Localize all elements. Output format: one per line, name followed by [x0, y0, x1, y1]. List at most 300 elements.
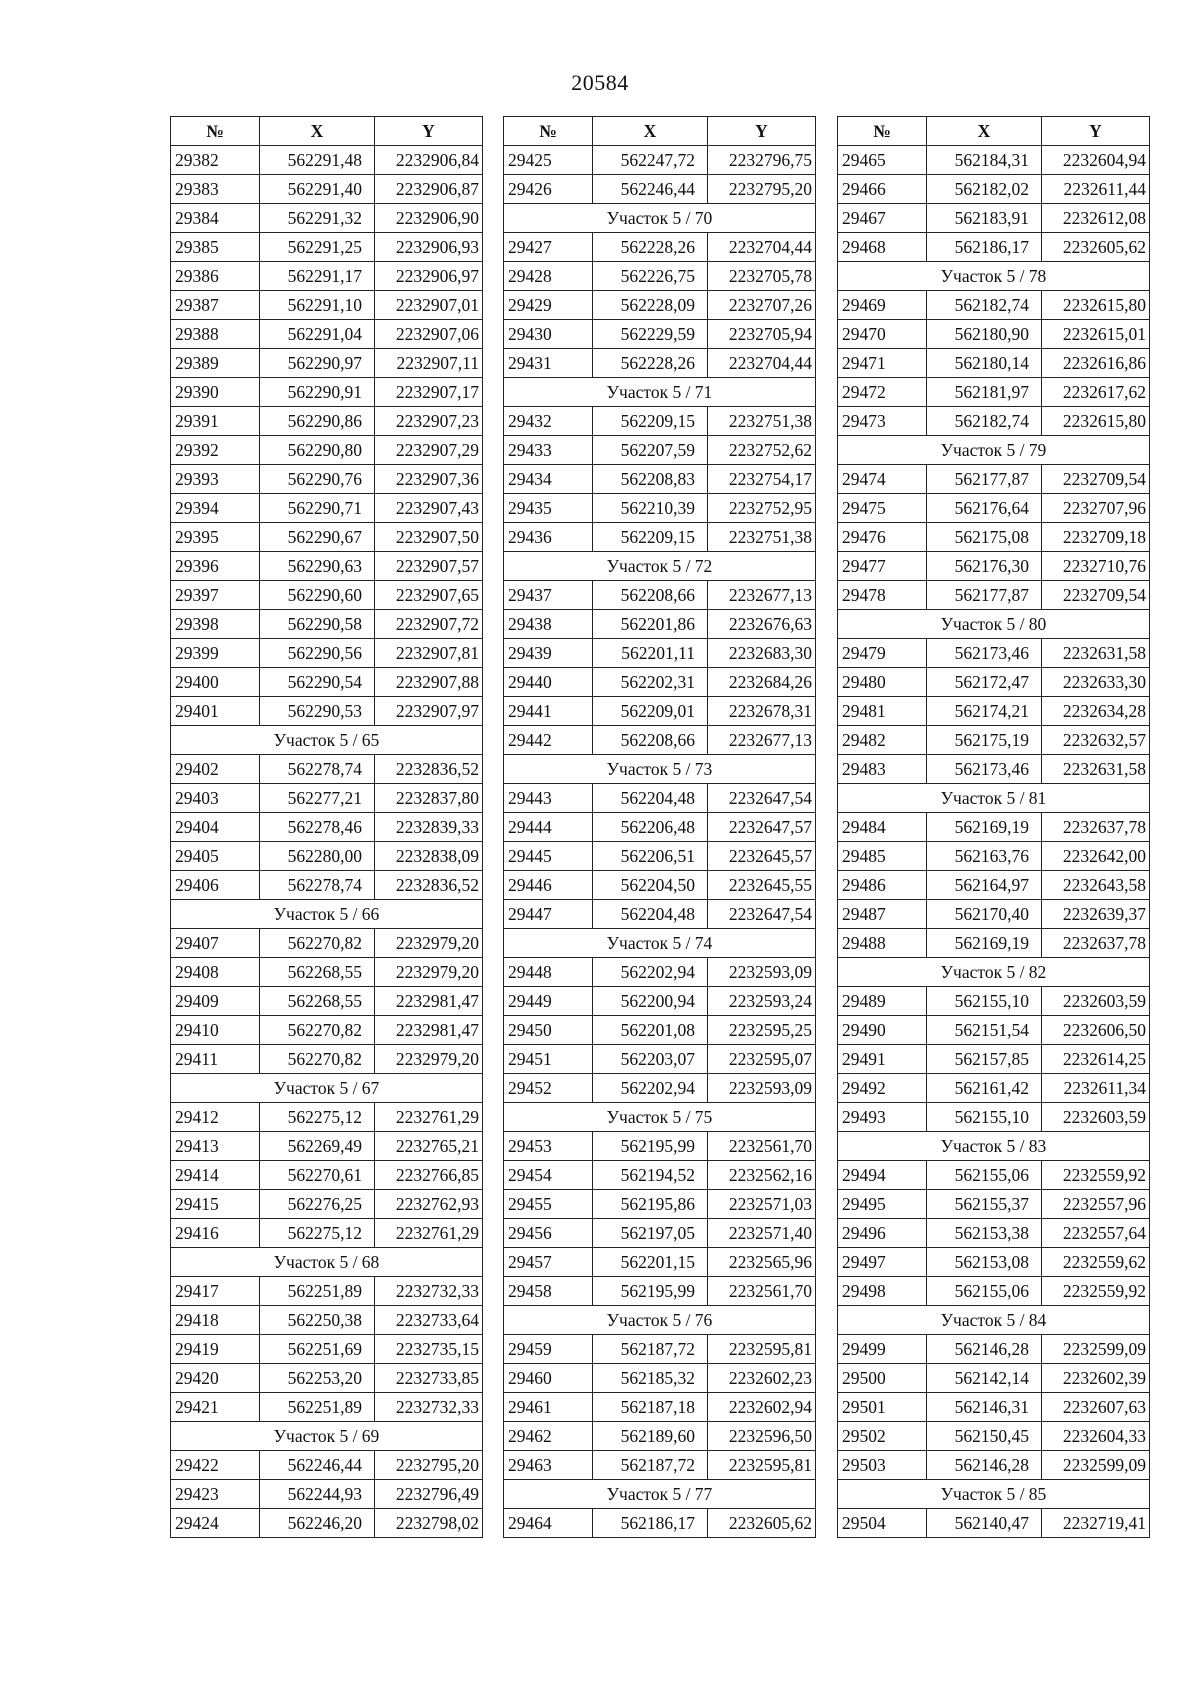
table-row — [504, 987, 816, 1016]
table-row — [838, 175, 1150, 204]
table-row — [171, 291, 483, 320]
point-number-cell: 29389 — [171, 349, 260, 378]
section-label: Участок 5 / 85 — [838, 1480, 1150, 1509]
x-coordinate-cell: 562189,60 — [593, 1422, 708, 1451]
y-coordinate-cell: 2232907,29 — [375, 436, 483, 465]
x-coordinate-cell: 562155,06 — [927, 1161, 1042, 1190]
y-coordinate-cell: 2232614,25 — [1042, 1045, 1150, 1074]
table-row — [171, 262, 483, 291]
y-coordinate-cell: 2232766,85 — [375, 1161, 483, 1190]
y-coordinate-cell: 2232836,52 — [375, 755, 483, 784]
table-row — [504, 726, 816, 755]
x-coordinate-cell: 562268,55 — [260, 958, 375, 987]
x-coordinate-cell: 562184,31 — [927, 146, 1042, 175]
x-coordinate-cell: 562150,45 — [927, 1422, 1042, 1451]
point-number-cell: 29479 — [838, 639, 927, 668]
x-coordinate-cell: 562183,91 — [927, 204, 1042, 233]
section-label: Участок 5 / 71 — [504, 378, 816, 407]
y-coordinate-cell: 2232615,01 — [1042, 320, 1150, 349]
table-row — [838, 1451, 1150, 1480]
y-coordinate-cell: 2232605,62 — [708, 1509, 816, 1538]
y-coordinate-cell: 2232733,85 — [375, 1364, 483, 1393]
x-coordinate-cell: 562208,83 — [593, 465, 708, 494]
section-label: Участок 5 / 73 — [504, 755, 816, 784]
point-number-cell: 29435 — [504, 494, 593, 523]
y-coordinate-cell: 2232761,29 — [375, 1103, 483, 1132]
point-number-cell: 29499 — [838, 1335, 927, 1364]
table-row — [838, 1103, 1150, 1132]
y-coordinate-cell: 2232752,95 — [708, 494, 816, 523]
table-row — [504, 1422, 816, 1451]
table-row — [504, 320, 816, 349]
point-number-cell: 29456 — [504, 1219, 593, 1248]
y-coordinate-cell: 2232677,13 — [708, 581, 816, 610]
table-row — [171, 842, 483, 871]
point-number-cell: 29382 — [171, 146, 260, 175]
y-coordinate-cell: 2232707,26 — [708, 291, 816, 320]
y-coordinate-cell: 2232633,30 — [1042, 668, 1150, 697]
section-row — [171, 1074, 483, 1103]
y-coordinate-cell: 2232678,31 — [708, 697, 816, 726]
y-coordinate-cell: 2232559,92 — [1042, 1277, 1150, 1306]
y-coordinate-cell: 2232836,52 — [375, 871, 483, 900]
table-row — [838, 1248, 1150, 1277]
y-coordinate-cell: 2232565,96 — [708, 1248, 816, 1277]
point-number-cell: 29485 — [838, 842, 927, 871]
x-coordinate-cell: 562170,40 — [927, 900, 1042, 929]
point-number-cell: 29429 — [504, 291, 593, 320]
table-row — [504, 900, 816, 929]
section-row — [838, 1306, 1150, 1335]
x-coordinate-cell: 562228,26 — [593, 349, 708, 378]
section-label: Участок 5 / 77 — [504, 1480, 816, 1509]
y-coordinate-cell: 2232705,78 — [708, 262, 816, 291]
x-coordinate-cell: 562209,15 — [593, 407, 708, 436]
y-coordinate-cell: 2232907,57 — [375, 552, 483, 581]
y-coordinate-cell: 2232732,33 — [375, 1393, 483, 1422]
x-coordinate-cell: 562181,97 — [927, 378, 1042, 407]
table-row — [838, 320, 1150, 349]
y-coordinate-cell: 2232704,44 — [708, 349, 816, 378]
table-row — [171, 639, 483, 668]
table-row — [504, 610, 816, 639]
section-label: Участок 5 / 68 — [171, 1248, 483, 1277]
x-coordinate-cell: 562146,28 — [927, 1451, 1042, 1480]
y-coordinate-cell: 2232645,55 — [708, 871, 816, 900]
header-number: № — [838, 117, 927, 146]
point-number-cell: 29422 — [171, 1451, 260, 1480]
point-number-cell: 29426 — [504, 175, 593, 204]
point-number-cell: 29386 — [171, 262, 260, 291]
point-number-cell: 29398 — [171, 610, 260, 639]
x-coordinate-cell: 562253,20 — [260, 1364, 375, 1393]
coordinates-table-3 — [837, 116, 1150, 1538]
section-row — [171, 726, 483, 755]
x-coordinate-cell: 562270,82 — [260, 1045, 375, 1074]
point-number-cell: 29439 — [504, 639, 593, 668]
y-coordinate-cell: 2232710,76 — [1042, 552, 1150, 581]
table-row — [171, 1045, 483, 1074]
x-coordinate-cell: 562246,44 — [260, 1451, 375, 1480]
section-label: Участок 5 / 78 — [838, 262, 1150, 291]
section-label: Участок 5 / 75 — [504, 1103, 816, 1132]
table-row — [838, 146, 1150, 175]
y-coordinate-cell: 2232612,08 — [1042, 204, 1150, 233]
y-coordinate-cell: 2232595,81 — [708, 1335, 816, 1364]
x-coordinate-cell: 562172,47 — [927, 668, 1042, 697]
header-x: X — [927, 117, 1042, 146]
y-coordinate-cell: 2232615,80 — [1042, 291, 1150, 320]
point-number-cell: 29501 — [838, 1393, 927, 1422]
point-number-cell: 29402 — [171, 755, 260, 784]
table-row — [838, 813, 1150, 842]
point-number-cell: 29482 — [838, 726, 927, 755]
x-coordinate-cell: 562251,69 — [260, 1335, 375, 1364]
table-row — [838, 1016, 1150, 1045]
x-coordinate-cell: 562140,47 — [927, 1509, 1042, 1538]
point-number-cell: 29480 — [838, 668, 927, 697]
y-coordinate-cell: 2232705,94 — [708, 320, 816, 349]
table-row — [171, 1132, 483, 1161]
x-coordinate-cell: 562194,52 — [593, 1161, 708, 1190]
point-number-cell: 29474 — [838, 465, 927, 494]
table-row — [504, 436, 816, 465]
y-coordinate-cell: 2232615,80 — [1042, 407, 1150, 436]
section-row — [504, 929, 816, 958]
x-coordinate-cell: 562155,06 — [927, 1277, 1042, 1306]
table-row — [171, 320, 483, 349]
y-coordinate-cell: 2232709,54 — [1042, 581, 1150, 610]
y-coordinate-cell: 2232981,47 — [375, 987, 483, 1016]
x-coordinate-cell: 562291,04 — [260, 320, 375, 349]
table-row — [171, 1219, 483, 1248]
x-coordinate-cell: 562182,74 — [927, 291, 1042, 320]
section-row — [504, 1103, 816, 1132]
table-row — [838, 494, 1150, 523]
table-row — [171, 204, 483, 233]
table-row — [838, 755, 1150, 784]
section-row — [838, 1132, 1150, 1161]
point-number-cell: 29468 — [838, 233, 927, 262]
y-coordinate-cell: 2232906,97 — [375, 262, 483, 291]
x-coordinate-cell: 562146,28 — [927, 1335, 1042, 1364]
table-row — [504, 146, 816, 175]
point-number-cell: 29477 — [838, 552, 927, 581]
x-coordinate-cell: 562269,49 — [260, 1132, 375, 1161]
section-label: Участок 5 / 70 — [504, 204, 816, 233]
x-coordinate-cell: 562175,19 — [927, 726, 1042, 755]
point-number-cell: 29441 — [504, 697, 593, 726]
point-number-cell: 29443 — [504, 784, 593, 813]
table-row — [838, 900, 1150, 929]
y-coordinate-cell: 2232611,34 — [1042, 1074, 1150, 1103]
table-row — [504, 842, 816, 871]
x-coordinate-cell: 562209,15 — [593, 523, 708, 552]
point-number-cell: 29405 — [171, 842, 260, 871]
x-coordinate-cell: 562174,21 — [927, 697, 1042, 726]
point-number-cell: 29424 — [171, 1509, 260, 1538]
x-coordinate-cell: 562204,50 — [593, 871, 708, 900]
y-coordinate-cell: 2232907,81 — [375, 639, 483, 668]
point-number-cell: 29454 — [504, 1161, 593, 1190]
x-coordinate-cell: 562268,55 — [260, 987, 375, 1016]
point-number-cell: 29410 — [171, 1016, 260, 1045]
table-row — [171, 465, 483, 494]
y-coordinate-cell: 2232561,70 — [708, 1277, 816, 1306]
table-row — [171, 697, 483, 726]
table-row — [171, 378, 483, 407]
table-row — [838, 552, 1150, 581]
point-number-cell: 29487 — [838, 900, 927, 929]
section-label: Участок 5 / 66 — [171, 900, 483, 929]
table-row — [171, 1393, 483, 1422]
point-number-cell: 29451 — [504, 1045, 593, 1074]
x-coordinate-cell: 562176,30 — [927, 552, 1042, 581]
table-row — [838, 349, 1150, 378]
x-coordinate-cell: 562291,10 — [260, 291, 375, 320]
y-coordinate-cell: 2232595,07 — [708, 1045, 816, 1074]
x-coordinate-cell: 562244,93 — [260, 1480, 375, 1509]
x-coordinate-cell: 562270,82 — [260, 1016, 375, 1045]
point-number-cell: 29437 — [504, 581, 593, 610]
point-number-cell: 29401 — [171, 697, 260, 726]
x-coordinate-cell: 562290,58 — [260, 610, 375, 639]
y-coordinate-cell: 2232795,20 — [375, 1451, 483, 1480]
x-coordinate-cell: 562226,75 — [593, 262, 708, 291]
x-coordinate-cell: 562204,48 — [593, 900, 708, 929]
point-number-cell: 29489 — [838, 987, 927, 1016]
point-number-cell: 29504 — [838, 1509, 927, 1538]
point-number-cell: 29464 — [504, 1509, 593, 1538]
section-row — [171, 1248, 483, 1277]
table-row — [838, 523, 1150, 552]
table-row — [171, 175, 483, 204]
section-row — [504, 378, 816, 407]
table-row — [171, 1190, 483, 1219]
table-row — [838, 1335, 1150, 1364]
header-x: X — [260, 117, 375, 146]
x-coordinate-cell: 562290,63 — [260, 552, 375, 581]
x-coordinate-cell: 562173,46 — [927, 755, 1042, 784]
y-coordinate-cell: 2232838,09 — [375, 842, 483, 871]
y-coordinate-cell: 2232634,28 — [1042, 697, 1150, 726]
y-coordinate-cell: 2232907,36 — [375, 465, 483, 494]
y-coordinate-cell: 2232981,47 — [375, 1016, 483, 1045]
table-row — [504, 175, 816, 204]
section-row — [838, 958, 1150, 987]
x-coordinate-cell: 562202,31 — [593, 668, 708, 697]
x-coordinate-cell: 562278,74 — [260, 755, 375, 784]
x-coordinate-cell: 562291,48 — [260, 146, 375, 175]
point-number-cell: 29390 — [171, 378, 260, 407]
x-coordinate-cell: 562228,09 — [593, 291, 708, 320]
x-coordinate-cell: 562187,18 — [593, 1393, 708, 1422]
table-row — [838, 1364, 1150, 1393]
x-coordinate-cell: 562155,10 — [927, 987, 1042, 1016]
section-label: Участок 5 / 79 — [838, 436, 1150, 465]
y-coordinate-cell: 2232907,65 — [375, 581, 483, 610]
x-coordinate-cell: 562291,32 — [260, 204, 375, 233]
x-coordinate-cell: 562177,87 — [927, 465, 1042, 494]
y-coordinate-cell: 2232754,17 — [708, 465, 816, 494]
y-coordinate-cell: 2232684,26 — [708, 668, 816, 697]
y-coordinate-cell: 2232631,58 — [1042, 755, 1150, 784]
table-row — [504, 262, 816, 291]
x-coordinate-cell: 562251,89 — [260, 1277, 375, 1306]
y-coordinate-cell: 2232704,44 — [708, 233, 816, 262]
y-coordinate-cell: 2232593,09 — [708, 1074, 816, 1103]
table-row — [171, 1480, 483, 1509]
point-number-cell: 29430 — [504, 320, 593, 349]
x-coordinate-cell: 562186,17 — [927, 233, 1042, 262]
point-number-cell: 29440 — [504, 668, 593, 697]
point-number-cell: 29495 — [838, 1190, 927, 1219]
x-coordinate-cell: 562229,59 — [593, 320, 708, 349]
point-number-cell: 29417 — [171, 1277, 260, 1306]
header-y: Y — [1042, 117, 1150, 146]
x-coordinate-cell: 562270,82 — [260, 929, 375, 958]
table-row — [838, 987, 1150, 1016]
y-coordinate-cell: 2232719,41 — [1042, 1509, 1150, 1538]
x-coordinate-cell: 562146,31 — [927, 1393, 1042, 1422]
section-row — [838, 1480, 1150, 1509]
y-coordinate-cell: 2232907,50 — [375, 523, 483, 552]
x-coordinate-cell: 562208,66 — [593, 581, 708, 610]
table-row — [504, 1074, 816, 1103]
table-row — [504, 1451, 816, 1480]
table-row — [838, 204, 1150, 233]
y-coordinate-cell: 2232798,02 — [375, 1509, 483, 1538]
y-coordinate-cell: 2232647,54 — [708, 784, 816, 813]
point-number-cell: 29447 — [504, 900, 593, 929]
table-row — [504, 784, 816, 813]
y-coordinate-cell: 2232762,93 — [375, 1190, 483, 1219]
point-number-cell: 29419 — [171, 1335, 260, 1364]
x-coordinate-cell: 562203,07 — [593, 1045, 708, 1074]
y-coordinate-cell: 2232593,24 — [708, 987, 816, 1016]
point-number-cell: 29462 — [504, 1422, 593, 1451]
point-number-cell: 29433 — [504, 436, 593, 465]
y-coordinate-cell: 2232606,50 — [1042, 1016, 1150, 1045]
y-coordinate-cell: 2232611,44 — [1042, 175, 1150, 204]
y-coordinate-cell: 2232979,20 — [375, 1045, 483, 1074]
table-row — [504, 1364, 816, 1393]
table-row — [171, 1016, 483, 1045]
x-coordinate-cell: 562157,85 — [927, 1045, 1042, 1074]
table-row — [171, 1335, 483, 1364]
point-number-cell: 29463 — [504, 1451, 593, 1480]
point-number-cell: 29496 — [838, 1219, 927, 1248]
point-number-cell: 29476 — [838, 523, 927, 552]
table-row — [838, 1074, 1150, 1103]
section-label: Участок 5 / 65 — [171, 726, 483, 755]
y-coordinate-cell: 2232557,96 — [1042, 1190, 1150, 1219]
y-coordinate-cell: 2232735,15 — [375, 1335, 483, 1364]
table-row — [838, 291, 1150, 320]
x-coordinate-cell: 562202,94 — [593, 1074, 708, 1103]
point-number-cell: 29387 — [171, 291, 260, 320]
point-number-cell: 29446 — [504, 871, 593, 900]
y-coordinate-cell: 2232562,16 — [708, 1161, 816, 1190]
point-number-cell: 29414 — [171, 1161, 260, 1190]
section-label: Участок 5 / 84 — [838, 1306, 1150, 1335]
y-coordinate-cell: 2232642,00 — [1042, 842, 1150, 871]
x-coordinate-cell: 562175,08 — [927, 523, 1042, 552]
point-number-cell: 29436 — [504, 523, 593, 552]
table-row — [171, 1306, 483, 1335]
section-label: Участок 5 / 76 — [504, 1306, 816, 1335]
x-coordinate-cell: 562275,12 — [260, 1219, 375, 1248]
section-row — [838, 610, 1150, 639]
section-row — [504, 755, 816, 784]
point-number-cell: 29409 — [171, 987, 260, 1016]
table-row — [171, 929, 483, 958]
point-number-cell: 29394 — [171, 494, 260, 523]
table-row — [171, 146, 483, 175]
x-coordinate-cell: 562277,21 — [260, 784, 375, 813]
table-row — [171, 1277, 483, 1306]
x-coordinate-cell: 562290,80 — [260, 436, 375, 465]
y-coordinate-cell: 2232617,62 — [1042, 378, 1150, 407]
y-coordinate-cell: 2232571,40 — [708, 1219, 816, 1248]
x-coordinate-cell: 562228,26 — [593, 233, 708, 262]
y-coordinate-cell: 2232839,33 — [375, 813, 483, 842]
table-row — [504, 1016, 816, 1045]
point-number-cell: 29391 — [171, 407, 260, 436]
table-row — [171, 610, 483, 639]
point-number-cell: 29473 — [838, 407, 927, 436]
x-coordinate-cell: 562290,60 — [260, 581, 375, 610]
x-coordinate-cell: 562173,46 — [927, 639, 1042, 668]
point-number-cell: 29455 — [504, 1190, 593, 1219]
x-coordinate-cell: 562290,56 — [260, 639, 375, 668]
x-coordinate-cell: 562186,17 — [593, 1509, 708, 1538]
point-number-cell: 29491 — [838, 1045, 927, 1074]
point-number-cell: 29452 — [504, 1074, 593, 1103]
point-number-cell: 29488 — [838, 929, 927, 958]
y-coordinate-cell: 2232751,38 — [708, 523, 816, 552]
x-coordinate-cell: 562155,10 — [927, 1103, 1042, 1132]
point-number-cell: 29472 — [838, 378, 927, 407]
table-row — [171, 871, 483, 900]
x-coordinate-cell: 562246,20 — [260, 1509, 375, 1538]
y-coordinate-cell: 2232676,63 — [708, 610, 816, 639]
point-number-cell: 29406 — [171, 871, 260, 900]
y-coordinate-cell: 2232603,59 — [1042, 987, 1150, 1016]
table-row — [838, 1045, 1150, 1074]
point-number-cell: 29434 — [504, 465, 593, 494]
point-number-cell: 29412 — [171, 1103, 260, 1132]
point-number-cell: 29494 — [838, 1161, 927, 1190]
point-number-cell: 29427 — [504, 233, 593, 262]
point-number-cell: 29500 — [838, 1364, 927, 1393]
x-coordinate-cell: 562195,99 — [593, 1132, 708, 1161]
table-header-row — [171, 117, 483, 146]
x-coordinate-cell: 562195,99 — [593, 1277, 708, 1306]
y-coordinate-cell: 2232979,20 — [375, 929, 483, 958]
point-number-cell: 29404 — [171, 813, 260, 842]
x-coordinate-cell: 562182,74 — [927, 407, 1042, 436]
page-number: 20584 — [571, 70, 629, 95]
x-coordinate-cell: 562290,53 — [260, 697, 375, 726]
section-row — [504, 552, 816, 581]
point-number-cell: 29399 — [171, 639, 260, 668]
point-number-cell: 29432 — [504, 407, 593, 436]
point-number-cell: 29397 — [171, 581, 260, 610]
y-coordinate-cell: 2232647,54 — [708, 900, 816, 929]
x-coordinate-cell: 562202,94 — [593, 958, 708, 987]
point-number-cell: 29421 — [171, 1393, 260, 1422]
